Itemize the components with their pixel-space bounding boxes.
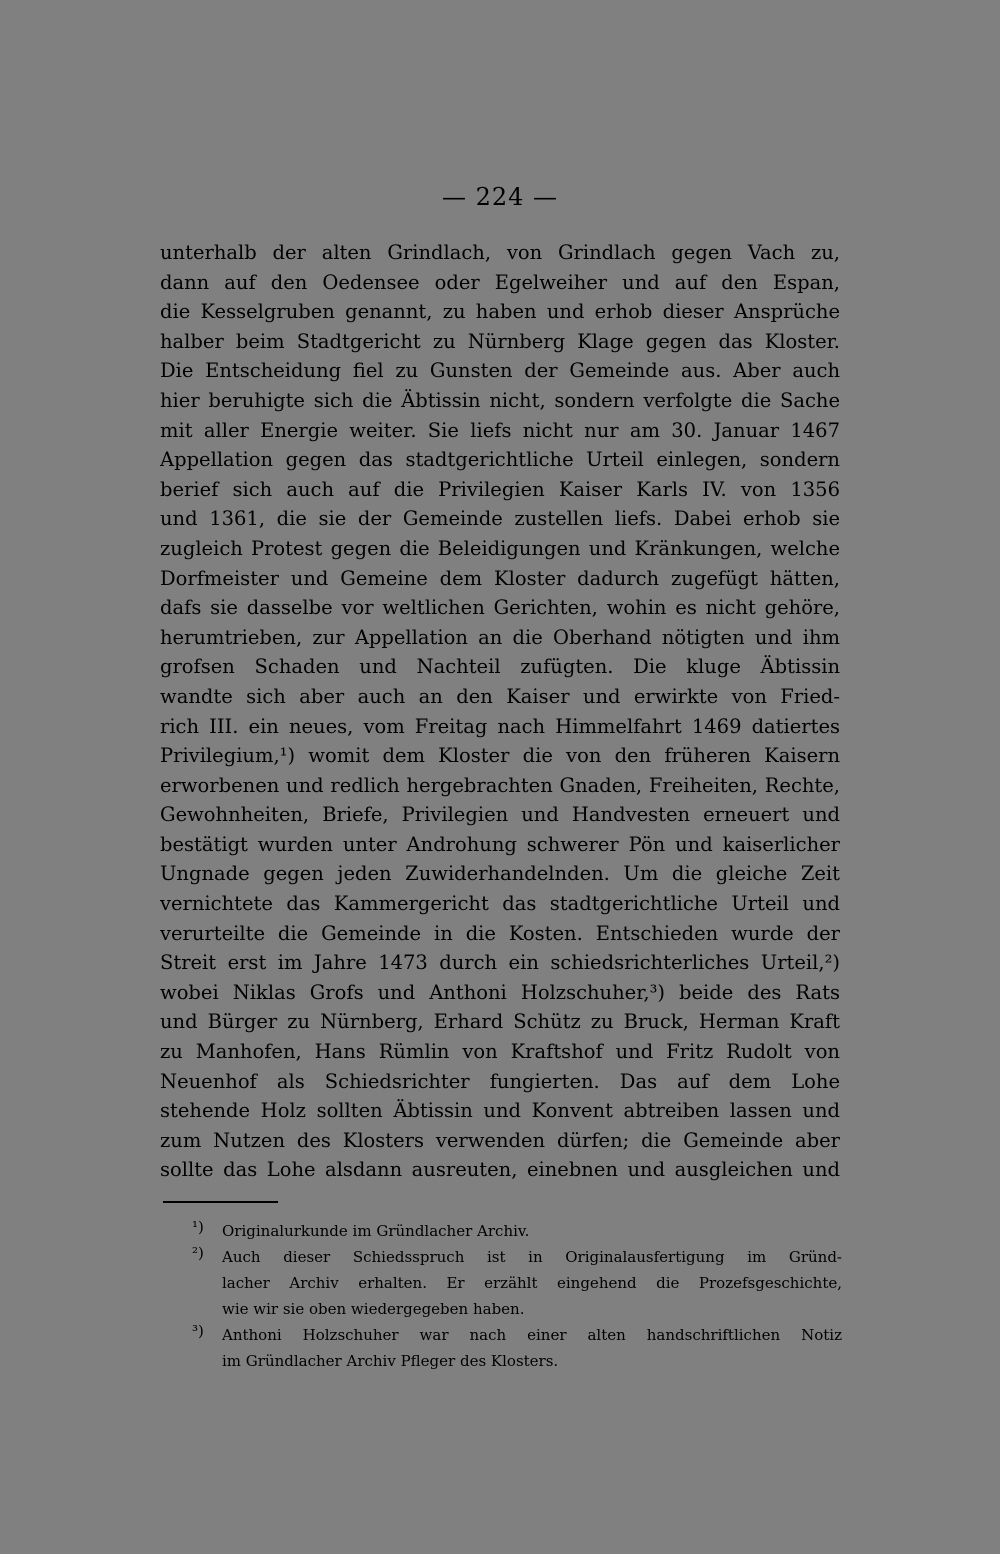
footnote-line: Auch dieser Schiedsspruch ist in Originalausfertigung im Gründ- (222, 1248, 842, 1266)
footnotes (192, 1218, 842, 1374)
text-line: berief sich auch auf die Privilegien Kaiser Karls IV. von 1356 (160, 477, 840, 501)
text-line: hier beruhigte sich die Äbtissin nicht, sondern verfolgte die Sache (160, 388, 840, 412)
text-line: grofsen Schaden und Nachteil zufügten. Die kluge Äbtissin (160, 655, 840, 679)
text-line: Gewohnheiten, Briefe, Privilegien und Handvesten erneuert und (160, 803, 840, 827)
footnote-line: im Gründlacher Archiv Pfleger des Klosters. (222, 1352, 559, 1370)
text-line: stehende Holz sollten Äbtissin und Konvent abtreiben lassen und (160, 1099, 840, 1123)
text-line: die Kesselgruben genannt, zu haben und erhob dieser Ansprüche (160, 300, 840, 324)
text-line: Die Entscheidung fiel zu Gunsten der Gemeinde aus. Aber auch (160, 359, 840, 383)
text-line: Streit erst im Jahre 1473 durch ein schiedsrichterliches Urteil,²) (160, 951, 840, 975)
footnote-marker: ¹) (192, 1218, 204, 1236)
text-line: zum Nutzen des Klosters verwenden dürfen; die Gemeinde aber (160, 1128, 840, 1152)
footnote-1 (192, 1218, 842, 1244)
text-line: herumtrieben, zur Appellation an die Oberhand nötigten und ihm (160, 625, 840, 649)
text-line: Privilegium,¹) womit dem Kloster die von den früheren Kaisern (160, 744, 840, 768)
footnote-line: Originalurkunde im Gründlacher Archiv. (222, 1222, 530, 1240)
text-line: rich III. ein neues, vom Freitag nach Himmelfahrt 1469 datiertes (160, 714, 840, 738)
text-line: Appellation gegen das stadtgerichtliche Urteil einlegen, sondern (160, 448, 840, 472)
body-text (160, 238, 840, 1185)
footnote-marker: ³) (192, 1322, 204, 1340)
page-number: — 224 — (441, 183, 559, 211)
footnote-2 (192, 1244, 842, 1322)
text-line: sollte das Lohe alsdann ausreuten, einebnen und ausgleichen und (160, 1158, 840, 1182)
text-line: halber beim Stadtgericht zu Nürnberg Klage gegen das Kloster. (160, 329, 840, 353)
text-line: erworbenen und redlich hergebrachten Gnaden, Freiheiten, Rechte, (160, 773, 840, 797)
text-line: Neuenhof als Schiedsrichter fungierten. Das auf dem Lohe (160, 1069, 840, 1093)
footnote-divider (163, 1201, 278, 1203)
text-line: mit aller Energie weiter. Sie liefs nicht nur am 30. Januar 1467 (160, 418, 840, 442)
text-line: wobei Niklas Grofs und Anthoni Holzschuher,³) beide des Rats (160, 980, 840, 1004)
text-line: Dorfmeister und Gemeine dem Kloster dadurch zugefügt hätten, (160, 566, 840, 590)
text-line: Ungnade gegen jeden Zuwiderhandelnden. Um die gleiche Zeit (160, 862, 840, 886)
footnote-line: Anthoni Holzschuher war nach einer alten handschriftlichen Notiz (222, 1326, 842, 1344)
footnote-marker: ²) (192, 1244, 204, 1262)
footnote-3 (192, 1322, 842, 1374)
text-line: und 1361, die sie der Gemeinde zustellen liefs. Dabei erhob sie (160, 507, 840, 531)
text-line: unterhalb der alten Grindlach, von Grindlach gegen Vach zu, (160, 241, 840, 264)
text-line: verurteilte die Gemeinde in die Kosten. Entschieden wurde der (160, 921, 840, 945)
text-line: dafs sie dasselbe vor weltlichen Gerichten, wohin es nicht gehöre, (160, 596, 840, 620)
footnote-line: wie wir sie oben wiedergegeben haben. (222, 1300, 525, 1318)
footnote-line: lacher Archiv erhalten. Er erzählt eingehend die Prozefsgeschichte, (222, 1274, 842, 1292)
text-line: wandte sich aber auch an den Kaiser und erwirkte von Fried- (160, 684, 840, 708)
text-line: zugleich Protest gegen die Beleidigungen und Kränkungen, welche (160, 536, 840, 560)
text-line: und Bürger zu Nürnberg, Erhard Schütz zu Bruck, Herman Kraft (160, 1010, 840, 1034)
text-line: dann auf den Oedensee oder Egelweiher und auf den Espan, (160, 270, 840, 294)
text-line: zu Manhofen, Hans Rümlin von Kraftshof und Fritz Rudolt von (160, 1040, 840, 1064)
text-line: vernichtete das Kammergericht das stadtgerichtliche Urteil und (160, 892, 840, 916)
text-line: bestätigt wurden unter Androhung schwerer Pön und kaiserlicher (160, 832, 840, 856)
